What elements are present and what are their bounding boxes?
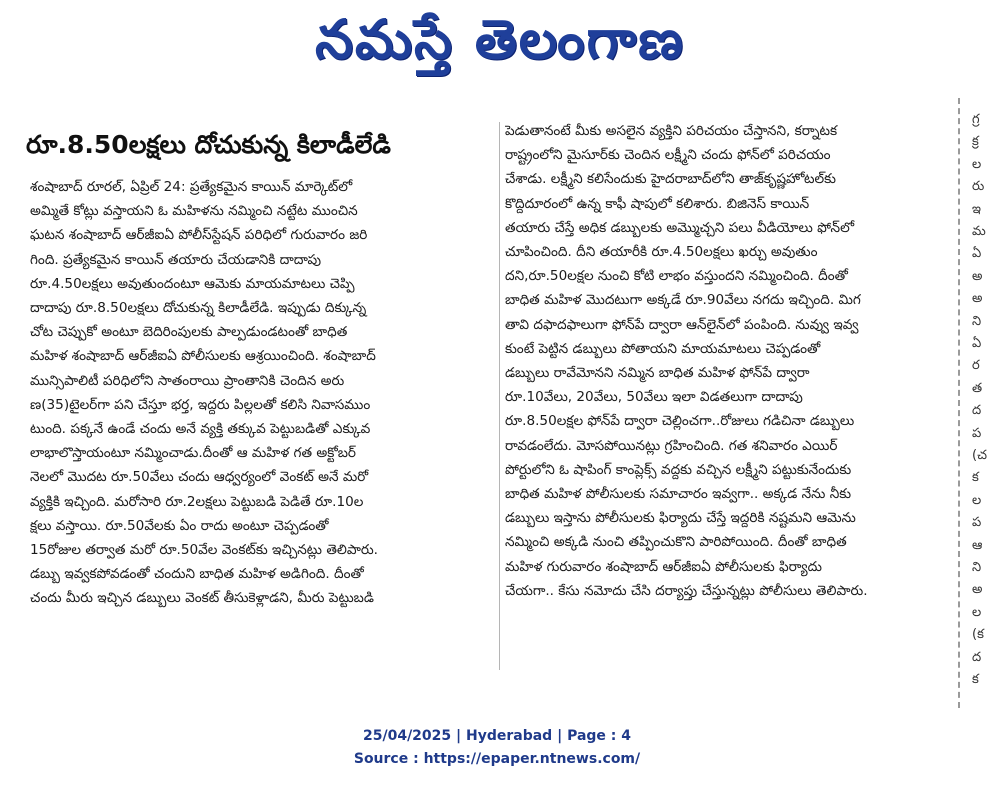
article-text-line: చోట చెప్పుకో అంటూ బెదిరింపులకు పాల్పడుండటంతో బాధిత [30,324,348,341]
adjacent-text-fragment: రు [972,179,985,195]
adjacent-text-fragment: క [972,672,979,687]
article-text-line: దని,రూ.50లక్షల నుంచి కోటి లాభం వస్తుందని నమ్మించింది. దీంతో [505,268,848,285]
adjacent-text-fragment: ద [972,649,982,665]
adjacent-text-fragment: అ [972,268,983,284]
article-text-line: డబ్బులు రావేమోనని నమ్మిన బాధిత మహిళ ఫోన్‌పే ద్వారా [505,365,810,381]
article-headline: రూ.8.50లక్షలు దోచుకున్న కిలాడీలేడి [26,130,391,159]
adjacent-text-fragment: ప [972,425,982,441]
adjacent-text-fragment: (చ [972,448,987,463]
article-text-line: నమ్మించి అక్కడి నుంచి తప్పించుకొని పారిపోయింది. దీంతో బాధిత [505,534,847,551]
column-divider [499,122,500,670]
article-text-line: రాష్ట్రంలోని మైసూర్‌కు చెందిన లక్ష్మీని చందు ఫోన్‌లో పరిచయం [505,147,831,164]
adjacent-text-fragment: ని [972,313,982,329]
article-text-line: 15రోజుల తర్వాత మరో రూ.50వేల వెంకట్‌కు ఇచ్చినట్లు తెలిపారు. [30,542,378,558]
article-text-line: డబ్బు ఇవ్వకపోవడంతో చందుని బాధిత మహిళ అడిగింది. దీంతో [30,566,364,583]
article-text-line: కుంటే పెట్టిన డబ్బులు పోతాయని మాయమాటలు చెప్పడంతో [505,340,821,357]
newspaper-masthead [300,4,700,76]
article-text-line: చందు మీరు ఇచ్చిన డబ్బులు వెంకట్ తీసుకెళ్లాడని, మీరు పెట్టుబడి [30,590,374,607]
article-text-line: తావి దఫాదఫాలుగా ఫోన్‌పే ద్వారా ఆన్‌లైన్‌లో పంపింది. నువ్వు ఇవ్వ [505,316,859,333]
adjacent-text-fragment: ఏ [972,336,982,351]
article-text-line: డబ్బులు ఇస్తాను పోలీసులకు ఫిర్యాదు చేస్తే ఇద్దరికి నష్టమని ఆమెను [505,510,856,527]
adjacent-text-fragment: ఆ [972,537,983,553]
article-text-line: పోర్టులోని ఓ షాపింగ్ కాంప్లెక్స్ వద్దకు వచ్చిన లక్ష్మీని పట్టుకునేందుకు [505,461,852,478]
adjacent-text-fragment: ల [972,604,982,620]
article-text-line: రూ.4.50లక్షలు అవుతుందంటూ ఆమెకు మాయమాటలు చెప్పి [30,275,355,292]
adjacent-text-fragment: గ్ర [972,112,980,127]
adjacent-text-fragment: ద [972,403,982,419]
article-text-line: తయారు చేస్తే అధిక డబ్బులకు అమ్మొచ్చని పలు వీడియోలు ఫోన్‌లో [505,219,855,236]
article-text-line: నెలలో మొదట రూ.50వేలు చందు ఆధ్వర్యంలో వెంకట్ అనే మరో [30,469,369,486]
article-text-line: ఘటన శంషాబాద్ ఆర్‌జీఐఏ పోలీస్‌స్టేషన్ పరిధిలో గురువారం జరి [30,227,368,244]
article-text-line: ణ(35)టైలర్‌గా పని చేస్తూ భర్త, ఇద్దరు పిల్లలతో కలిసి నివాసముం [30,396,371,413]
adjacent-text-fragment: ఏ [972,246,982,262]
adjacent-text-fragment: (క [972,627,984,643]
adjacent-text-fragment: మ [972,224,986,239]
adjacent-text-fragment: క [972,470,979,486]
adjacent-text-fragment: అ [972,582,983,598]
article-text-line: క్షలు వస్తాయి. రూ.50వేలకు ఏం రాదు అంటూ చెప్పడంతో [30,517,329,534]
article-text-line: మున్సిపాలిటీ పరిధిలోని సాతంరాయి ప్రాంతానికి చెందిన అరు [30,372,345,389]
article-text-line: వ్యక్తికి ఇచ్చింది. మరోసారి రూ.2లక్షలు పెట్టుబడి పెడితే రూ.10ల [30,493,364,510]
article-text-line: కొద్దిదూరంలో ఉన్న కాఫీ షాపులో కలిశారు. బిజినెస్ కాయిన్ [505,195,810,212]
adjacent-text-fragment: క్ర [972,134,979,150]
adjacent-text-fragment: ప [972,515,982,531]
article-text-line: గింది. ప్రత్యేకమైన కాయిన్ తయారు చేయడానికి దాదాపు [30,251,322,268]
article-text-line: టుంది. పక్కనే ఉండే చందు అనే వ్యక్తి తక్కువ పెట్టుబడితో ఎక్కువ [30,421,371,437]
adjacent-text-fragment: ఇ [972,201,981,217]
article-text-line: చేయగా.. కేసు నమోదు చేసి దర్యాప్తు చేస్తున్నట్లు పోలీసులు తెలిపారు. [505,582,868,599]
article-text-line: దాదాపు రూ.8.50లక్షలు దోచుకున్న కిలాడీలేడి. ఇప్పుడు దిక్కున్న [30,300,367,316]
article-text-line: పెడుతానంటే మీకు అసలైన వ్యక్తిని పరిచయం చేస్తానని, కర్నాటక [505,123,838,139]
adjacent-text-fragment: ని [972,560,982,575]
article-text-line: రావడంలేదు. మోసపోయినట్లు గ్రహించింది. గత శనివారం ఎయిర్ [505,437,838,454]
article-text-line: బాధిత మహిళ పోలీసులకు సమాచారం ఇవ్వగా.. అక్కడ నేను నీకు [505,486,852,502]
article-text-line: మహిళ గురువారం శంషాబాద్ ఆర్‌జీఐఏ పోలీసులకు ఫిర్యాదు [505,558,822,575]
adjacent-text-fragment: ర [972,358,980,374]
footer-date-edition: 25/04/2025 | Hyderabad | Page : 4 [362,728,632,744]
masthead-logo: నమస్తే తెలంగాణ [315,8,685,71]
adjacent-text-fragment: త [972,380,983,396]
article-text-line: మహిళ శంషాబాద్ ఆర్‌జీఐఏ పోలీసులకు ఆశ్రయించింది. శంషాబాద్ [30,348,376,365]
article-text-line: రూ.8.50లక్షల ఫోన్‌పే ద్వారా చెల్లించగా..రోజులు గడిచినా డబ్బులు [505,413,855,430]
adjacent-text-fragment: అ [972,291,983,307]
footer-source: Source : https://epaper.ntnews.com/ [353,751,641,767]
adjacent-text-fragment: ల [972,492,982,508]
article-text-line: రూ.10వేలు, 20వేలు, 50వేలు ఇలా విడతలుగా దాదాపు [505,389,803,406]
article-text-line: చేశాడు. లక్ష్మీని కలిసేందుకు హైదరాబాద్‌లోని తాజ్‌కృష్ణహోటల్‌కు [505,171,836,188]
adjacent-text-fragment: ల [972,156,982,172]
article-text-line: చూపించింది. దీని తయారీకి రూ.4.50లక్షలు ఖర్చు అవుతుం [505,244,818,260]
article-text-line: అమ్మితే కోట్లు వస్తాయని ఓ మహిళను నమ్మించి నట్టేట ముంచిన [30,203,358,220]
article-text-line: లాభాలొస్తాయంటూ నమ్మించాడు.దీంతో ఆ మహిళ గత అక్టోబర్ [30,445,356,462]
adjacent-article-edge [966,110,994,700]
article-text-line: శంషాబాద్ రూరల్, ఏప్రిల్ 24: ప్రత్యేకమైన కాయిన్ మార్కెట్‌లో [30,179,353,195]
cut-line [958,98,960,708]
article-text-line: బాధిత మహిళ మొదటుగా అక్కడే రూ.90వేలు నగదు ఇచ్చింది. మిగ [505,292,861,309]
